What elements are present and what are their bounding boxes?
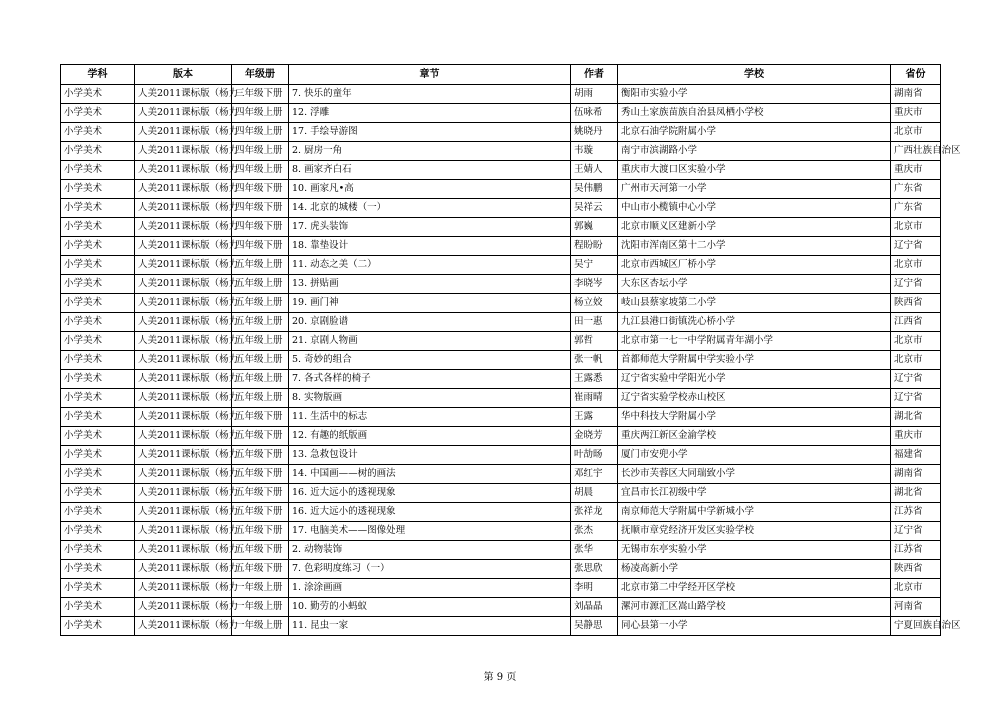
cell-subject: 小学美术 bbox=[61, 522, 135, 541]
cell-chapter: 19. 画门神 bbox=[289, 294, 571, 313]
cell-school: 北京市第二中学经开区学校 bbox=[618, 579, 891, 598]
cell-author: 王露 bbox=[571, 408, 618, 427]
cell-school: 北京市顺义区建新小学 bbox=[618, 218, 891, 237]
cell-province: 北京市 bbox=[891, 332, 941, 351]
header-author: 作者 bbox=[571, 65, 618, 85]
cell-edition: 人美2011课标版（杨力 bbox=[135, 199, 232, 218]
cell-grade: 一年级上册 bbox=[232, 617, 289, 636]
cell-school: 中山市小榄镇中心小学 bbox=[618, 199, 891, 218]
cell-edition: 人美2011课标版（杨力 bbox=[135, 465, 232, 484]
cell-grade: 四年级上册 bbox=[232, 123, 289, 142]
cell-grade: 五年级下册 bbox=[232, 541, 289, 560]
cell-grade: 五年级下册 bbox=[232, 484, 289, 503]
cell-edition: 人美2011课标版（杨力 bbox=[135, 85, 232, 104]
table-row bbox=[61, 560, 941, 579]
table-row bbox=[61, 256, 941, 275]
cell-edition: 人美2011课标版（杨力 bbox=[135, 275, 232, 294]
header-edition: 版本 bbox=[135, 65, 232, 85]
cell-chapter: 11. 昆虫一家 bbox=[289, 617, 571, 636]
cell-edition: 人美2011课标版（杨力 bbox=[135, 294, 232, 313]
cell-edition: 人美2011课标版（杨力 bbox=[135, 541, 232, 560]
cell-grade: 三年级下册 bbox=[232, 85, 289, 104]
cell-school: 华中科技大学附属小学 bbox=[618, 408, 891, 427]
cell-subject: 小学美术 bbox=[61, 427, 135, 446]
cell-chapter: 7. 各式各样的椅子 bbox=[289, 370, 571, 389]
cell-province: 北京市 bbox=[891, 351, 941, 370]
cell-grade: 一年级上册 bbox=[232, 579, 289, 598]
cell-province: 湖北省 bbox=[891, 408, 941, 427]
cell-edition: 人美2011课标版（杨力 bbox=[135, 142, 232, 161]
cell-school: 岐山县蔡家坡第二小学 bbox=[618, 294, 891, 313]
table-row bbox=[61, 180, 941, 199]
cell-chapter: 16. 近大远小的透视现象 bbox=[289, 484, 571, 503]
cell-province: 辽宁省 bbox=[891, 522, 941, 541]
cell-subject: 小学美术 bbox=[61, 142, 135, 161]
cell-province: 江苏省 bbox=[891, 503, 941, 522]
table-row bbox=[61, 465, 941, 484]
cell-school: 南京师范大学附属中学新城小学 bbox=[618, 503, 891, 522]
cell-grade: 五年级下册 bbox=[232, 503, 289, 522]
cell-chapter: 10. 勤劳的小蚂蚁 bbox=[289, 598, 571, 617]
cell-province: 广东省 bbox=[891, 180, 941, 199]
cell-chapter: 7. 快乐的童年 bbox=[289, 85, 571, 104]
cell-school: 杨凌高新小学 bbox=[618, 560, 891, 579]
table-row bbox=[61, 237, 941, 256]
cell-grade: 五年级上册 bbox=[232, 294, 289, 313]
cell-subject: 小学美术 bbox=[61, 370, 135, 389]
header-chapter: 章节 bbox=[289, 65, 571, 85]
cell-edition: 人美2011课标版（杨力 bbox=[135, 598, 232, 617]
cell-chapter: 13. 拼贴画 bbox=[289, 275, 571, 294]
table-row bbox=[61, 85, 941, 104]
cell-author: 张华 bbox=[571, 541, 618, 560]
cell-grade: 四年级下册 bbox=[232, 180, 289, 199]
cell-subject: 小学美术 bbox=[61, 275, 135, 294]
table-row bbox=[61, 503, 941, 522]
cell-edition: 人美2011课标版（杨力 bbox=[135, 218, 232, 237]
cell-chapter: 12. 有趣的纸版画 bbox=[289, 427, 571, 446]
cell-author: 程盼盼 bbox=[571, 237, 618, 256]
header-province: 省份 bbox=[891, 65, 941, 85]
cell-province: 湖南省 bbox=[891, 465, 941, 484]
cell-province: 北京市 bbox=[891, 579, 941, 598]
cell-province: 辽宁省 bbox=[891, 237, 941, 256]
table-row bbox=[61, 617, 941, 636]
table-body bbox=[61, 85, 961, 636]
cell-school: 重庆两江新区金渝学校 bbox=[618, 427, 891, 446]
cell-school: 无锡市东亭实验小学 bbox=[618, 541, 891, 560]
cell-grade: 四年级下册 bbox=[232, 199, 289, 218]
table-row bbox=[61, 541, 941, 560]
cell-school: 辽宁省实验学校赤山校区 bbox=[618, 389, 891, 408]
table-row bbox=[61, 408, 941, 427]
cell-chapter: 8. 画家齐白石 bbox=[289, 161, 571, 180]
cell-edition: 人美2011课标版（杨力 bbox=[135, 313, 232, 332]
cell-school: 辽宁省实验中学阳光小学 bbox=[618, 370, 891, 389]
cell-chapter: 8. 实物版画 bbox=[289, 389, 571, 408]
cell-subject: 小学美术 bbox=[61, 104, 135, 123]
cell-province: 河南省 bbox=[891, 598, 941, 617]
cell-chapter: 17. 手绘导游图 bbox=[289, 123, 571, 142]
table-row bbox=[61, 598, 941, 617]
cell-province: 江西省 bbox=[891, 313, 941, 332]
cell-author: 邓红宇 bbox=[571, 465, 618, 484]
cell-subject: 小学美术 bbox=[61, 332, 135, 351]
cell-chapter: 14. 北京的城楼（一） bbox=[289, 199, 571, 218]
cell-chapter: 5. 奇妙的组合 bbox=[289, 351, 571, 370]
table-row bbox=[61, 427, 941, 446]
cell-edition: 人美2011课标版（杨力 bbox=[135, 104, 232, 123]
table-row bbox=[61, 446, 941, 465]
cell-edition: 人美2011课标版（杨力 bbox=[135, 123, 232, 142]
cell-author: 李晓岑 bbox=[571, 275, 618, 294]
cell-edition: 人美2011课标版（杨力 bbox=[135, 332, 232, 351]
cell-author: 吴宁 bbox=[571, 256, 618, 275]
page-number: 第 9 页 bbox=[483, 672, 517, 683]
cell-grade: 五年级上册 bbox=[232, 313, 289, 332]
cell-chapter: 11. 动态之美（二） bbox=[289, 256, 571, 275]
table-row bbox=[61, 370, 941, 389]
cell-edition: 人美2011课标版（杨力 bbox=[135, 370, 232, 389]
cell-school: 宜昌市长江初级中学 bbox=[618, 484, 891, 503]
cell-province: 重庆市 bbox=[891, 427, 941, 446]
cell-chapter: 18. 靠垫设计 bbox=[289, 237, 571, 256]
table-row bbox=[61, 294, 941, 313]
cell-edition: 人美2011课标版（杨力 bbox=[135, 579, 232, 598]
cell-school: 北京市西城区厂桥小学 bbox=[618, 256, 891, 275]
table-row bbox=[61, 389, 941, 408]
cell-author: 吴伟鹏 bbox=[571, 180, 618, 199]
cell-subject: 小学美术 bbox=[61, 541, 135, 560]
cell-author: 李明 bbox=[571, 579, 618, 598]
cell-author: 姚晓丹 bbox=[571, 123, 618, 142]
cell-school: 长沙市芙蓉区大同瑞致小学 bbox=[618, 465, 891, 484]
cell-author: 叶劼旸 bbox=[571, 446, 618, 465]
cell-edition: 人美2011课标版（杨力 bbox=[135, 237, 232, 256]
cell-school: 广州市天河第一小学 bbox=[618, 180, 891, 199]
cell-author: 张杰 bbox=[571, 522, 618, 541]
cell-school: 衡阳市实验小学 bbox=[618, 85, 891, 104]
cell-grade: 五年级上册 bbox=[232, 275, 289, 294]
cell-subject: 小学美术 bbox=[61, 389, 135, 408]
cell-chapter: 16. 近大远小的透视现象 bbox=[289, 503, 571, 522]
cell-grade: 五年级下册 bbox=[232, 560, 289, 579]
cell-province: 重庆市 bbox=[891, 104, 941, 123]
cell-school: 厦门市安兜小学 bbox=[618, 446, 891, 465]
cell-author: 郭哲 bbox=[571, 332, 618, 351]
cell-subject: 小学美术 bbox=[61, 199, 135, 218]
cell-subject: 小学美术 bbox=[61, 484, 135, 503]
cell-school: 抚顺市章党经济开发区实验学校 bbox=[618, 522, 891, 541]
cell-school: 秀山土家族苗族自治县凤栖小学校 bbox=[618, 104, 891, 123]
cell-author: 郭巍 bbox=[571, 218, 618, 237]
table-row bbox=[61, 142, 941, 161]
table-row bbox=[61, 199, 941, 218]
cell-grade: 五年级下册 bbox=[232, 465, 289, 484]
cell-school: 首都师范大学附属中学实验小学 bbox=[618, 351, 891, 370]
cell-subject: 小学美术 bbox=[61, 351, 135, 370]
header-subject: 学科 bbox=[61, 65, 135, 85]
cell-chapter: 11. 生活中的标志 bbox=[289, 408, 571, 427]
table-row bbox=[61, 332, 941, 351]
cell-province: 重庆市 bbox=[891, 161, 941, 180]
cell-subject: 小学美术 bbox=[61, 446, 135, 465]
cell-grade: 五年级上册 bbox=[232, 370, 289, 389]
cell-school: 北京市第一七一中学附属青年湖小学 bbox=[618, 332, 891, 351]
cell-author: 张一帆 bbox=[571, 351, 618, 370]
header-row bbox=[61, 65, 941, 85]
cell-grade: 五年级下册 bbox=[232, 446, 289, 465]
cell-edition: 人美2011课标版（杨力 bbox=[135, 427, 232, 446]
cell-edition: 人美2011课标版（杨力 bbox=[135, 522, 232, 541]
cell-province: 陕西省 bbox=[891, 560, 941, 579]
cell-chapter: 1. 涂涂画画 bbox=[289, 579, 571, 598]
cell-author: 王婧人 bbox=[571, 161, 618, 180]
cell-province: 广东省 bbox=[891, 199, 941, 218]
cell-grade: 五年级上册 bbox=[232, 351, 289, 370]
cell-author: 吴祥云 bbox=[571, 199, 618, 218]
cell-author: 王露悉 bbox=[571, 370, 618, 389]
cell-author: 崔雨晴 bbox=[571, 389, 618, 408]
cell-subject: 小学美术 bbox=[61, 256, 135, 275]
cell-subject: 小学美术 bbox=[61, 237, 135, 256]
cell-edition: 人美2011课标版（杨力 bbox=[135, 256, 232, 275]
cell-school: 重庆市大渡口区实验小学 bbox=[618, 161, 891, 180]
cell-school: 南宁市滨湖路小学 bbox=[618, 142, 891, 161]
header-grade: 年级册 bbox=[232, 65, 289, 85]
cell-grade: 五年级下册 bbox=[232, 522, 289, 541]
cell-edition: 人美2011课标版（杨力 bbox=[135, 560, 232, 579]
cell-province: 宁夏回族自治区 bbox=[891, 617, 941, 636]
table-row bbox=[61, 484, 941, 503]
table-row bbox=[61, 522, 941, 541]
cell-author: 杨立姣 bbox=[571, 294, 618, 313]
cell-school: 同心县第一小学 bbox=[618, 617, 891, 636]
cell-province: 福建省 bbox=[891, 446, 941, 465]
cell-chapter: 12. 浮雕 bbox=[289, 104, 571, 123]
cell-province: 北京市 bbox=[891, 123, 941, 142]
cell-subject: 小学美术 bbox=[61, 579, 135, 598]
cell-subject: 小学美术 bbox=[61, 465, 135, 484]
cell-subject: 小学美术 bbox=[61, 408, 135, 427]
cell-author: 张思欣 bbox=[571, 560, 618, 579]
cell-subject: 小学美术 bbox=[61, 161, 135, 180]
cell-subject: 小学美术 bbox=[61, 313, 135, 332]
cell-subject: 小学美术 bbox=[61, 180, 135, 199]
cell-grade: 四年级上册 bbox=[232, 161, 289, 180]
cell-grade: 五年级上册 bbox=[232, 332, 289, 351]
cell-grade: 五年级下册 bbox=[232, 408, 289, 427]
cell-subject: 小学美术 bbox=[61, 85, 135, 104]
cell-province: 陕西省 bbox=[891, 294, 941, 313]
table-row bbox=[61, 313, 941, 332]
cell-province: 湖南省 bbox=[891, 85, 941, 104]
cell-author: 刘晶晶 bbox=[571, 598, 618, 617]
cell-chapter: 7. 色彩明度练习（一） bbox=[289, 560, 571, 579]
cell-chapter: 17. 虎头装饰 bbox=[289, 218, 571, 237]
cell-chapter: 17. 电脑美术——图像处理 bbox=[289, 522, 571, 541]
cell-school: 漯河市源汇区嵩山路学校 bbox=[618, 598, 891, 617]
cell-subject: 小学美术 bbox=[61, 598, 135, 617]
cell-province: 北京市 bbox=[891, 256, 941, 275]
cell-grade: 五年级上册 bbox=[232, 389, 289, 408]
cell-edition: 人美2011课标版（杨力 bbox=[135, 617, 232, 636]
cell-chapter: 2. 厨房一角 bbox=[289, 142, 571, 161]
cell-chapter: 2. 动物装饰 bbox=[289, 541, 571, 560]
cell-author: 胡雨 bbox=[571, 85, 618, 104]
cell-subject: 小学美术 bbox=[61, 218, 135, 237]
cell-author: 韦璇 bbox=[571, 142, 618, 161]
cell-province: 广西壮族自治区 bbox=[891, 142, 941, 161]
cell-edition: 人美2011课标版（杨力 bbox=[135, 484, 232, 503]
cell-province: 辽宁省 bbox=[891, 389, 941, 408]
cell-author: 胡晨 bbox=[571, 484, 618, 503]
cell-author: 伍咏希 bbox=[571, 104, 618, 123]
cell-subject: 小学美术 bbox=[61, 617, 135, 636]
cell-province: 辽宁省 bbox=[891, 275, 941, 294]
cell-author: 田一惠 bbox=[571, 313, 618, 332]
cell-grade: 四年级下册 bbox=[232, 237, 289, 256]
cell-chapter: 13. 急救包设计 bbox=[289, 446, 571, 465]
cell-subject: 小学美术 bbox=[61, 560, 135, 579]
cell-grade: 一年级上册 bbox=[232, 598, 289, 617]
cell-school: 大东区杏坛小学 bbox=[618, 275, 891, 294]
cell-subject: 小学美术 bbox=[61, 503, 135, 522]
cell-edition: 人美2011课标版（杨力 bbox=[135, 389, 232, 408]
cell-school: 北京石油学院附属小学 bbox=[618, 123, 891, 142]
header-school: 学校 bbox=[618, 65, 891, 85]
cell-school: 九江县港口街镇洗心桥小学 bbox=[618, 313, 891, 332]
cell-province: 湖北省 bbox=[891, 484, 941, 503]
cell-edition: 人美2011课标版（杨力 bbox=[135, 180, 232, 199]
cell-edition: 人美2011课标版（杨力 bbox=[135, 351, 232, 370]
cell-province: 江苏省 bbox=[891, 541, 941, 560]
cell-grade: 四年级下册 bbox=[232, 218, 289, 237]
table-row bbox=[61, 351, 941, 370]
cell-chapter: 14. 中国画——树的画法 bbox=[289, 465, 571, 484]
table-row bbox=[61, 104, 941, 123]
cell-province: 辽宁省 bbox=[891, 370, 941, 389]
table-row bbox=[61, 275, 941, 294]
table-row bbox=[61, 161, 941, 180]
cell-chapter: 20. 京剧脸谱 bbox=[289, 313, 571, 332]
cell-author: 吴静思 bbox=[571, 617, 618, 636]
cell-edition: 人美2011课标版（杨力 bbox=[135, 503, 232, 522]
cell-chapter: 21. 京剧人物画 bbox=[289, 332, 571, 351]
table-row bbox=[61, 579, 941, 598]
cell-grade: 五年级下册 bbox=[232, 427, 289, 446]
cell-school: 沈阳市浑南区第十二小学 bbox=[618, 237, 891, 256]
cell-grade: 五年级上册 bbox=[232, 256, 289, 275]
data-table bbox=[60, 64, 961, 636]
table-row bbox=[61, 123, 941, 142]
cell-grade: 四年级上册 bbox=[232, 104, 289, 123]
table-row bbox=[61, 218, 941, 237]
cell-edition: 人美2011课标版（杨力 bbox=[135, 446, 232, 465]
cell-subject: 小学美术 bbox=[61, 123, 135, 142]
cell-author: 金晓芳 bbox=[571, 427, 618, 446]
cell-chapter: 10. 画家凡•高 bbox=[289, 180, 571, 199]
cell-grade: 四年级上册 bbox=[232, 142, 289, 161]
cell-province: 北京市 bbox=[891, 218, 941, 237]
cell-edition: 人美2011课标版（杨力 bbox=[135, 408, 232, 427]
cell-author: 张祥龙 bbox=[571, 503, 618, 522]
cell-subject: 小学美术 bbox=[61, 294, 135, 313]
cell-edition: 人美2011课标版（杨力 bbox=[135, 161, 232, 180]
